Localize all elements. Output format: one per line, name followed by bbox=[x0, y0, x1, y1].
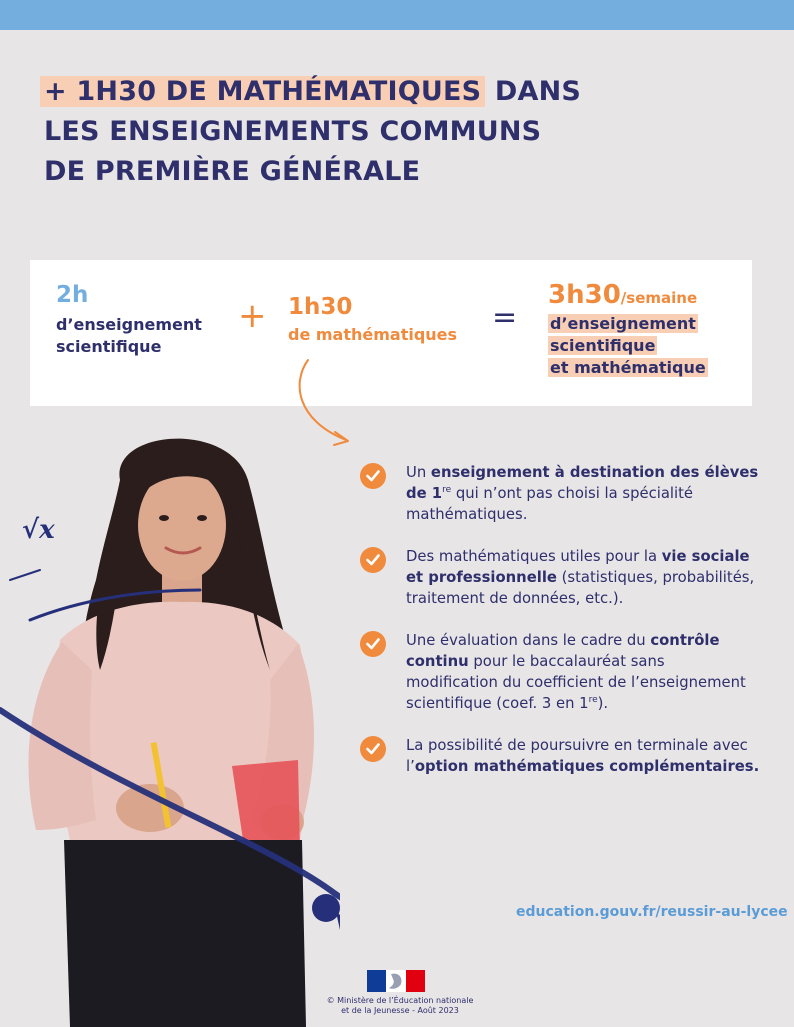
benefit-item: La possibilité de poursuivre en terminale avec l’option mathématiques complémentaires. bbox=[360, 735, 760, 777]
benefit-item: Une évaluation dans le cadre du contrôle continu pour le baccalauréat sans modification du coefficient de l’enseignement scientifique (coef. 3 en 1re). bbox=[360, 630, 760, 714]
term1-description bbox=[56, 314, 202, 358]
check-icon bbox=[360, 736, 386, 762]
page-title bbox=[44, 72, 744, 192]
term1-value: 2h bbox=[56, 282, 89, 308]
term2-value: 1h30 bbox=[288, 294, 353, 320]
benefits-list bbox=[360, 462, 760, 798]
title-highlight: + 1H30 DE MATHÉMATIQUES bbox=[40, 76, 485, 107]
marianne-logo bbox=[367, 970, 425, 992]
benefit-item: Des mathématiques utiles pour la vie sociale et professionnelle (statistiques, probabilités, traitement de données, etc.). bbox=[360, 546, 760, 609]
benefit-item: Un enseignement à destination des élèves de 1re qui n’ont pas choisi la spécialité mathématiques. bbox=[360, 462, 760, 525]
result-value-line bbox=[548, 280, 697, 310]
term2-description: de mathématiques bbox=[288, 325, 458, 344]
hours-formula-box bbox=[30, 260, 752, 406]
copyright-credit: © Ministère de l’Éducation nationale et de la Jeunesse - Août 2023 bbox=[326, 996, 474, 1015]
result-line3: et mathématique bbox=[550, 358, 706, 377]
sqrt-x-doodle: √x bbox=[22, 515, 55, 545]
top-color-bar bbox=[0, 0, 794, 30]
title-line2: LES ENSEIGNEMENTS COMMUNS bbox=[44, 116, 542, 147]
equals-sign: = bbox=[492, 300, 518, 335]
title-line1-rest: DANS bbox=[485, 76, 582, 107]
title-line3: DE PREMIÈRE GÉNÉRALE bbox=[44, 156, 421, 187]
plus-sign: + bbox=[238, 296, 267, 336]
check-icon bbox=[360, 547, 386, 573]
check-icon bbox=[360, 631, 386, 657]
result-unit: /semaine bbox=[620, 289, 698, 307]
student-photo bbox=[0, 430, 340, 1027]
result-line1: d’enseignement bbox=[550, 314, 696, 333]
term1-line1: d’enseignement bbox=[56, 315, 202, 334]
result-value: 3h30 bbox=[548, 280, 621, 310]
result-description bbox=[548, 313, 708, 379]
result-line2: scientifique bbox=[550, 336, 656, 355]
website-link[interactable]: education.gouv.fr/reussir-au-lycee bbox=[516, 904, 788, 920]
check-icon bbox=[360, 463, 386, 489]
term1-line2: scientifique bbox=[56, 337, 162, 356]
